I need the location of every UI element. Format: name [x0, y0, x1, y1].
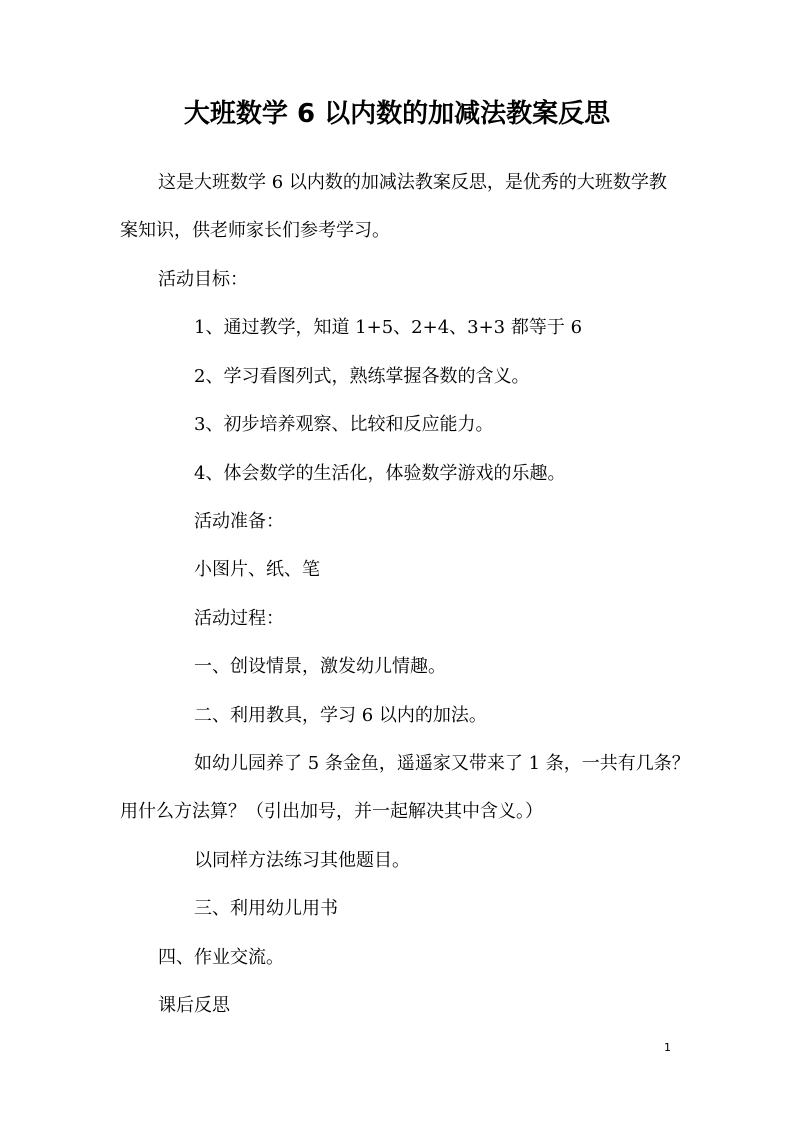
heading-activity-goals: 活动目标：	[158, 269, 248, 290]
heading-activity-process: 活动过程：	[194, 608, 284, 629]
process-step-3: 三、利用幼儿用书	[194, 898, 338, 919]
heading-activity-prep: 活动准备：	[194, 511, 284, 532]
goal-item-3: 3、初步培养观察、比较和反应能力。	[194, 414, 494, 435]
paragraph-intro-line-1: 这是大班数学 6 以内数的加减法教案反思，是优秀的大班数学教	[158, 172, 667, 193]
process-step-4: 四、作业交流。	[158, 947, 284, 968]
example-line-2: 用什么方法算？（引出加号，并一起解决其中含义。）	[120, 801, 543, 822]
process-step-1: 一、创设情景，激发幼儿情趣。	[194, 656, 446, 677]
process-step-2: 二、利用教具，学习 6 以内的加法。	[194, 705, 487, 726]
prep-materials: 小图片、纸、笔	[194, 559, 320, 580]
paragraph-intro-line-2: 案知识，供老师家长们参考学习。	[120, 220, 390, 241]
goal-item-2: 2、学习看图列式，熟练掌握各数的含义。	[194, 366, 530, 387]
practice-line: 以同样方法练习其他题目。	[194, 850, 410, 871]
page-number: 1	[664, 1041, 671, 1054]
goal-item-1: 1、通过教学，知道 1+5、2+4、3+3 都等于 6	[194, 317, 583, 338]
heading-reflection: 课后反思	[158, 995, 230, 1016]
goal-item-4: 4、体会数学的生活化，体验数学游戏的乐趣。	[194, 463, 566, 484]
example-line-1: 如幼儿园养了 5 条金鱼，遥遥家又带来了 1 条，一共有几条？	[194, 753, 690, 774]
document-title: 大班数学 6 以内数的加减法教案反思	[183, 99, 611, 129]
